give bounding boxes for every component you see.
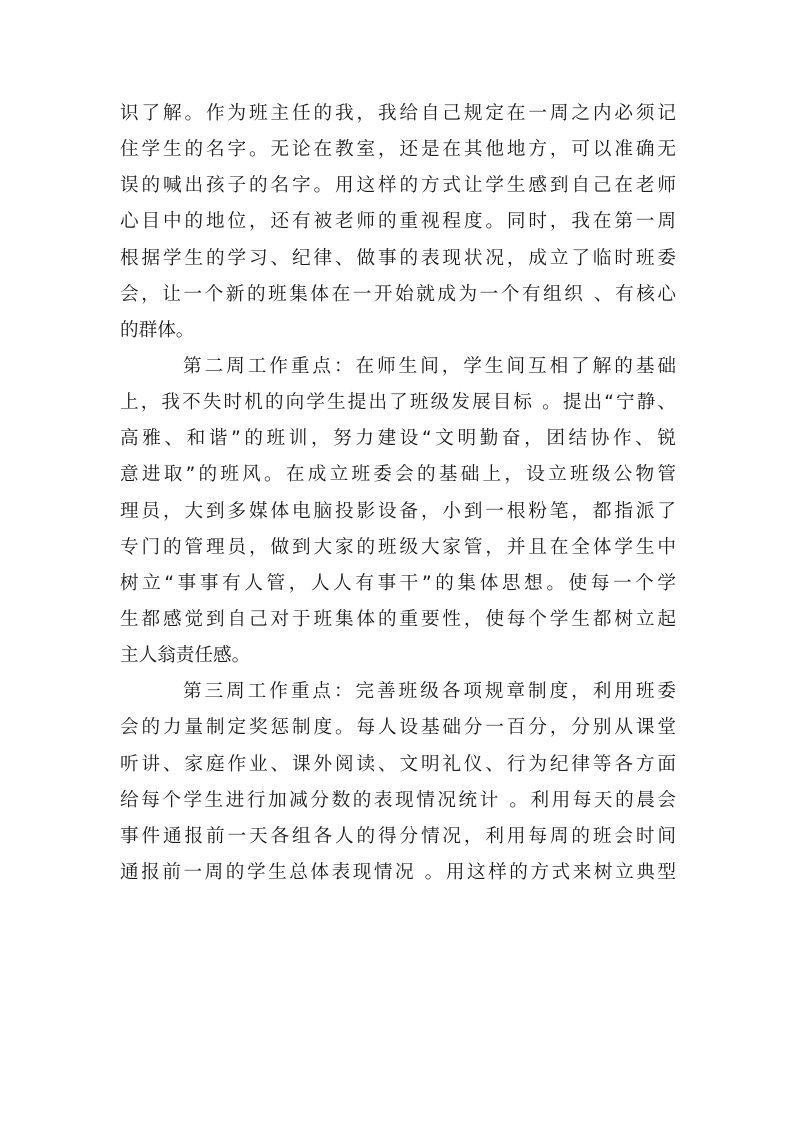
paragraph-line: 树立“事事有人管，人人有事干”的集体思想。使每一个学 <box>120 572 676 594</box>
paragraph-line: 的群体。 <box>120 319 195 341</box>
paragraph-line: 识了解。作为班主任的我，我给自己规定在一周之内必须记 <box>120 103 676 124</box>
paragraph-line: 高雅、和谐”的班训，努力建设“文明勤奋，团结协作、锐 <box>120 428 676 450</box>
paragraph-line: 会，让一个新的班集体在一开始就成为一个有组织 、有核心 <box>120 283 676 305</box>
paragraph-line: 通报前一周的学生总体表现情况 。用这样的方式来树立典型 <box>120 861 676 883</box>
paragraph-line: 意进取”的班风。在成立班委会的基础上，设立班级公物管 <box>120 464 676 486</box>
paragraph-line: 事件通报前一天各组各人的得分情况，利用每周的班会时间 <box>120 825 676 847</box>
paragraph-line: 根据学生的学习、纪律、做事的表现状况，成立了临时班委 <box>120 247 676 269</box>
paragraph-line: 生都感觉到自己对于班集体的重要性，使每个学生都树立起 <box>120 608 676 630</box>
document-body <box>120 96 676 891</box>
paragraph-line: 听讲、家庭作业、课外阅读、文明礼仪、行为纪律等各方面 <box>120 753 676 775</box>
paragraph-line: 第三周工作重点：完善班级各项规章制度，利用班委 <box>183 681 676 703</box>
paragraph-line: 主人翁责任感。 <box>120 645 251 667</box>
paragraph-line: 误的喊出孩子的名字。用这样的方式让学生感到自己在老师 <box>120 175 676 197</box>
paragraph-line: 理员，大到多媒体电脑投影设备，小到一根粉笔，都指派了 <box>120 500 676 522</box>
paragraph-line: 给每个学生进行加减分数的表现情况统计 。利用每天的晨会 <box>120 789 676 811</box>
paragraph-line: 第二周工作重点：在师生间，学生间互相了解的基础 <box>183 355 676 377</box>
paragraph-line: 会的力量制定奖惩制度。每人设基础分一百分，分别从课堂 <box>120 717 676 739</box>
paragraph-line: 上，我不失时机的向学生提出了班级发展目标 。提出“宁静、 <box>120 392 676 414</box>
paragraph-line: 心目中的地位，还有被老师的重视程度。同时，我在第一周 <box>120 211 676 233</box>
paragraph-line: 住学生的名字。无论在教室，还是在其他地方，可以准确无 <box>120 139 676 161</box>
paragraph-line: 专门的管理员，做到大家的班级大家管，并且在全体学生中 <box>120 536 676 558</box>
